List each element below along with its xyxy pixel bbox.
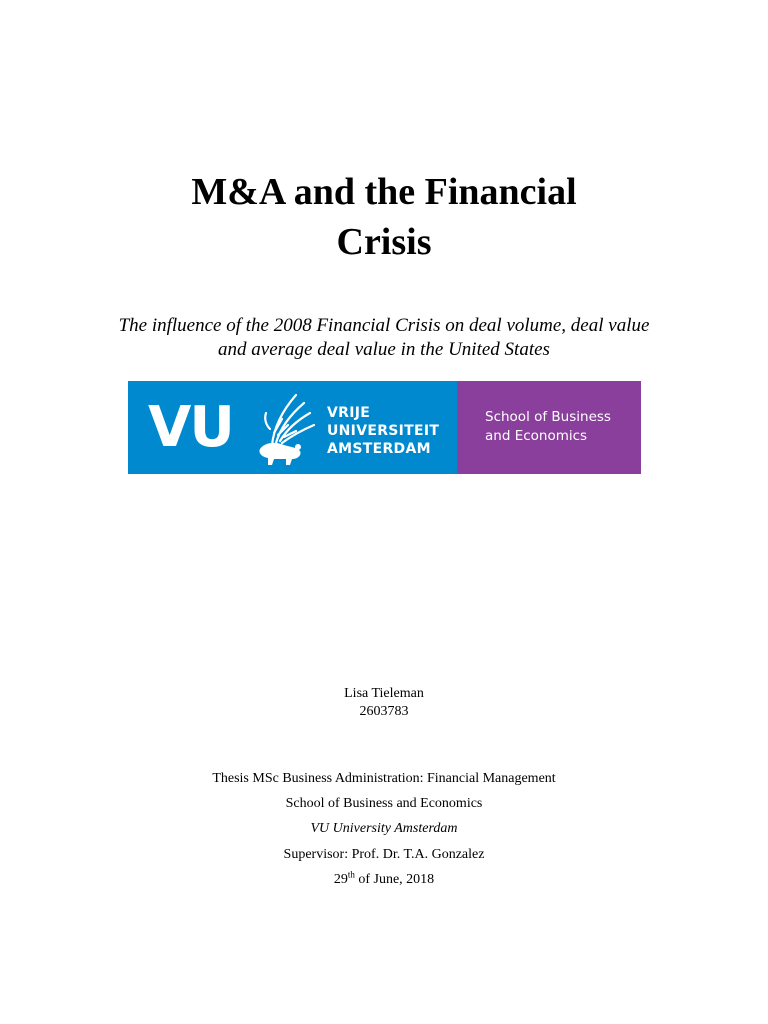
faculty-name-line-1: School of Business (485, 409, 611, 425)
title-line-2: Crisis (336, 221, 432, 263)
date-suffix: th (347, 869, 355, 880)
author-name: Lisa Tieleman (344, 686, 424, 701)
faculty-name-line-2: and Economics (485, 428, 588, 444)
university-name-line-2: UNIVERSITEIT (327, 423, 440, 439)
student-number: 2603783 (359, 704, 409, 719)
university-logo (128, 381, 641, 474)
griffin-icon (252, 389, 322, 467)
faculty-name (485, 408, 611, 446)
date-day: 29 (333, 872, 348, 887)
school: School of Business and Economics (285, 796, 483, 811)
supervisor: Supervisor: Prof. Dr. T.A. Gonzalez (283, 847, 485, 862)
subtitle-line-1: The influence of the 2008 Financial Crisis on deal volume, deal value (118, 315, 650, 336)
date-rest: of June, 2018 (354, 872, 435, 887)
subtitle-line-2: and average deal value in the United States (218, 339, 550, 360)
title-line-1: M&A and the Financial (191, 171, 577, 213)
university-name (327, 404, 439, 458)
programme: Thesis MSc Business Administration: Financial Management (212, 771, 556, 786)
university-name-line-1: VRIJE (327, 405, 371, 421)
university: VU University Amsterdam (310, 821, 458, 836)
logo-mark: VU (148, 395, 233, 460)
document-title (0, 167, 768, 267)
document-subtitle (60, 314, 708, 362)
logo-blue-panel (128, 381, 453, 474)
date (0, 871, 768, 889)
university-name-line-3: AMSTERDAM (327, 441, 431, 457)
